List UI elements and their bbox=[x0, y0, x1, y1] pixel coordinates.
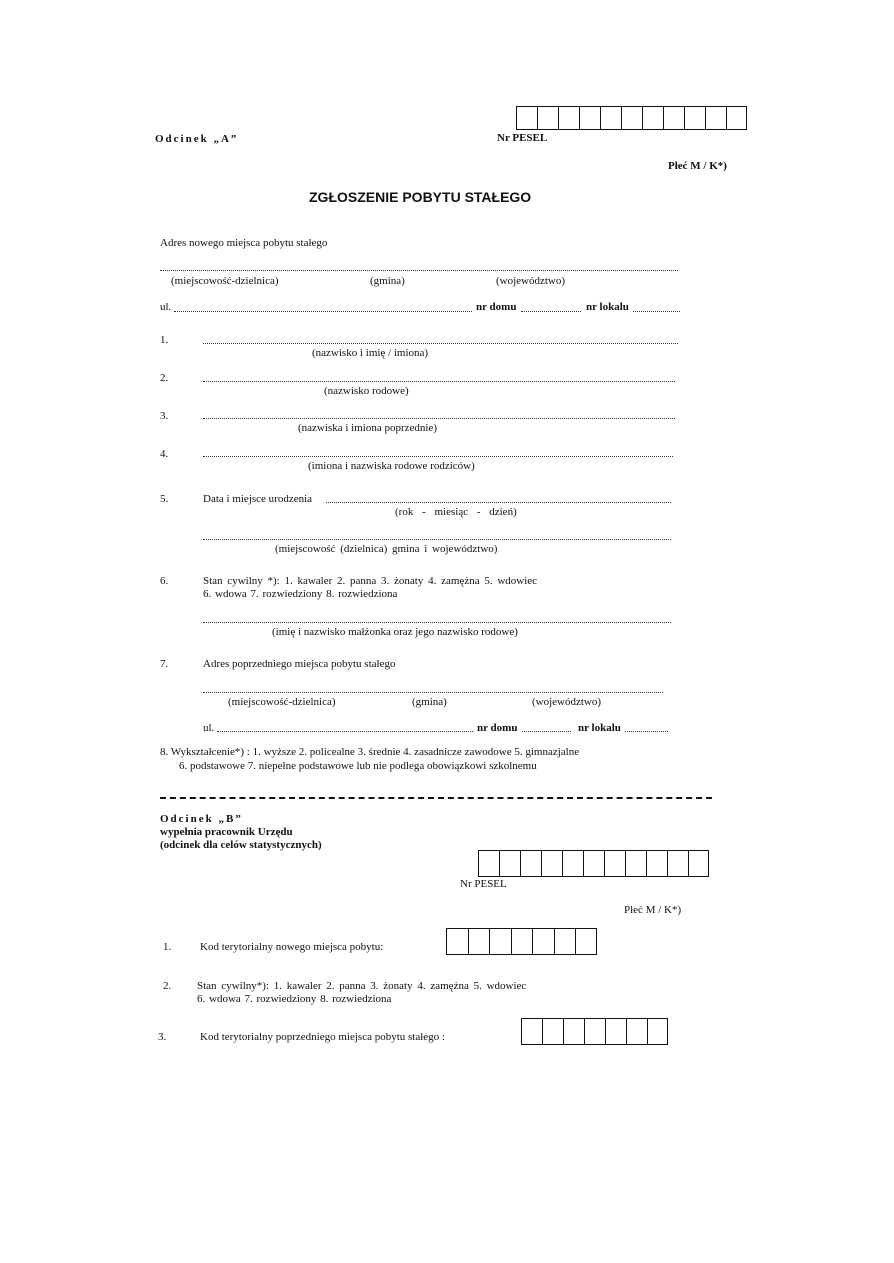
prev-house-field[interactable] bbox=[522, 731, 571, 732]
prev-house-label: nr domu bbox=[477, 722, 518, 734]
section-separator bbox=[160, 797, 712, 799]
new-commune-caption: (gmina) bbox=[370, 275, 405, 287]
item-4-field[interactable] bbox=[203, 456, 673, 457]
item-3-field[interactable] bbox=[203, 418, 675, 419]
pesel-boxes-a[interactable] bbox=[516, 106, 747, 130]
prev-flat-field[interactable] bbox=[625, 731, 668, 732]
pesel-boxes-b[interactable] bbox=[478, 850, 709, 877]
b-marital-options-line1: Stan cywilny*): 1. kawaler 2. panna 3. żonaty 4. zamężna 5. wdowiec bbox=[197, 980, 527, 992]
section-b-subtitle-1: wypełnia pracownik Urzędu bbox=[160, 826, 293, 838]
b-marital-options-line2: 6. wdowa 7. rozwiedziony 8. rozwiedziona bbox=[197, 993, 392, 1005]
item-1-number: 1. bbox=[160, 334, 169, 346]
new-territorial-code-boxes[interactable] bbox=[446, 928, 597, 955]
prev-commune-caption: (gmina) bbox=[412, 696, 447, 708]
item-2-number: 2. bbox=[160, 372, 169, 384]
item-4-number: 4. bbox=[160, 448, 169, 460]
prev-voivodeship-caption: (województwo) bbox=[532, 696, 602, 708]
birth-date-caption: (rok - miesiąc - dzień) bbox=[395, 506, 517, 518]
new-house-field[interactable] bbox=[521, 311, 581, 312]
prev-address-heading: Adres poprzedniego miejsca pobytu stałego bbox=[203, 658, 396, 670]
prev-locality-caption: (miejscowość-dzielnica) bbox=[228, 696, 336, 708]
pesel-label-b: Nr PESEL bbox=[460, 878, 507, 890]
prev-street-field[interactable] bbox=[217, 731, 473, 732]
prev-territorial-code-boxes[interactable] bbox=[521, 1018, 668, 1045]
item-4-caption: (imiona i nazwiska rodowe rodziców) bbox=[308, 460, 475, 472]
b-item-1-label: Kod terytorialny nowego miejsca pobytu: bbox=[200, 941, 384, 953]
birth-date-field[interactable] bbox=[326, 502, 671, 503]
new-address-heading: Adres nowego miejsca pobytu stałego bbox=[160, 237, 328, 249]
new-locality-caption: (miejscowość-dzielnica) bbox=[171, 275, 279, 287]
item-6-number: 6. bbox=[160, 575, 169, 587]
b-item-2-number: 2. bbox=[163, 980, 172, 992]
new-flat-label: nr lokalu bbox=[586, 301, 629, 313]
new-house-label: nr domu bbox=[476, 301, 517, 313]
marital-options-line1: Stan cywilny *): 1. kawaler 2. panna 3. żonaty 4. zamężna 5. wdowiec bbox=[203, 575, 538, 587]
item-5-number: 5. bbox=[160, 493, 169, 505]
spouse-field[interactable] bbox=[203, 622, 671, 623]
pesel-label-a: Nr PESEL bbox=[497, 132, 548, 144]
prev-street-label: ul. bbox=[203, 722, 215, 734]
education-options-line2: 6. podstawowe 7. niepełne podstawowe lub nie podlega obowiązkowi szkolnemu bbox=[179, 760, 537, 772]
new-street-label: ul. bbox=[160, 301, 172, 313]
form-title: ZGŁOSZENIE POBYTU STAŁEGO bbox=[309, 189, 532, 205]
education-options-line1: 8. Wykształcenie*) : 1. wyższe 2. policealne 3. średnie 4. zasadnicze zawodowe 5. gimnazjalne bbox=[160, 746, 580, 758]
gender-label-b: Płeć M / K*) bbox=[624, 904, 682, 916]
spouse-caption: (imię i nazwisko małżonka oraz jego nazwisko rodowe) bbox=[272, 626, 518, 638]
section-b-label: Odcinek „B” bbox=[160, 813, 243, 825]
prev-address-line[interactable] bbox=[203, 692, 663, 693]
birth-place-field[interactable] bbox=[203, 539, 671, 540]
item-3-caption: (nazwiska i imiona poprzednie) bbox=[298, 422, 437, 434]
section-b-subtitle-2: (odcinek dla celów statystycznych) bbox=[160, 839, 322, 851]
prev-flat-label: nr lokalu bbox=[578, 722, 621, 734]
new-voivodeship-caption: (województwo) bbox=[496, 275, 566, 287]
section-a-label: Odcinek „A” bbox=[155, 133, 239, 145]
item-7-number: 7. bbox=[160, 658, 169, 670]
new-street-field[interactable] bbox=[174, 311, 472, 312]
b-item-1-number: 1. bbox=[163, 941, 172, 953]
item-1-caption: (nazwisko i imię / imiona) bbox=[312, 347, 429, 359]
birth-place-caption: (miejscowość (dzielnica) gmina i województwo) bbox=[275, 543, 498, 555]
item-1-field[interactable] bbox=[203, 343, 678, 344]
new-flat-field[interactable] bbox=[633, 311, 680, 312]
marital-options-line2: 6. wdowa 7. rozwiedziony 8. rozwiedziona bbox=[203, 588, 398, 600]
new-address-line[interactable] bbox=[160, 270, 678, 271]
b-item-3-number: 3. bbox=[158, 1031, 167, 1043]
b-item-3-label: Kod terytorialny poprzedniego miejsca pobytu stałego : bbox=[200, 1031, 445, 1043]
item-2-field[interactable] bbox=[203, 381, 675, 382]
gender-label-a: Płeć M / K*) bbox=[668, 160, 727, 172]
birth-label: Data i miejsce urodzenia bbox=[203, 493, 313, 505]
item-2-caption: (nazwisko rodowe) bbox=[324, 385, 409, 397]
item-3-number: 3. bbox=[160, 410, 169, 422]
